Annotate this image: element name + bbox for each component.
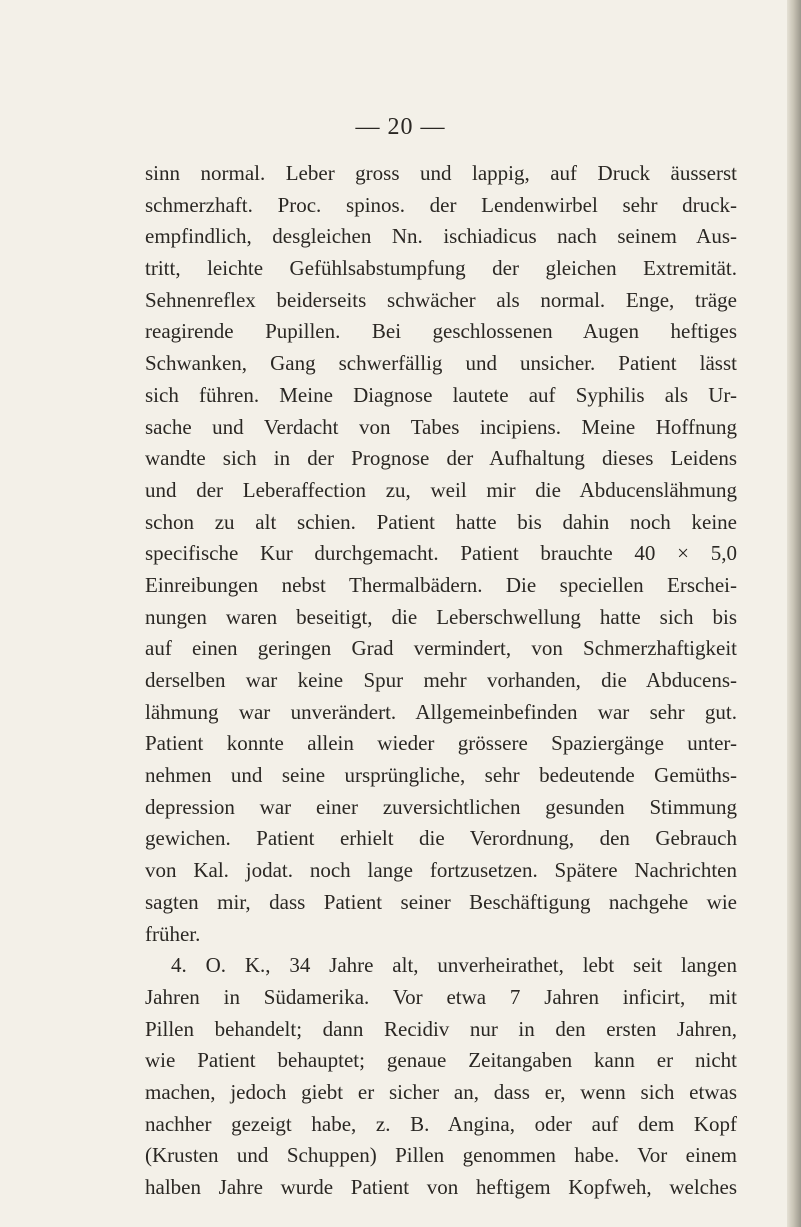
- text-line: (Krusten und Schuppen) Pillen genommen habe. Vor einem: [145, 1143, 737, 1168]
- text-line: Jahren in Südamerika. Vor etwa 7 Jahren inficirt, mit: [145, 984, 737, 1009]
- text-line: reagirende Pupillen. Bei geschlossenen Augen heftiges: [145, 319, 737, 344]
- text-line: schon zu alt schien. Patient hatte bis dahin noch keine: [145, 509, 737, 534]
- text-line: lähmung war unverändert. Allgemeinbefinden war sehr gut.: [145, 699, 737, 724]
- text-line: nehmen und seine ursprüngliche, sehr bedeutende Gemüths-: [145, 763, 737, 788]
- text-line: sinn normal. Leber gross und lappig, auf Druck äusserst: [145, 161, 737, 185]
- text-line: Sehnenreflex beiderseits schwächer als normal. Enge, träge: [145, 287, 737, 312]
- text-line: depression war einer zuversichtlichen gesunden Stimmung: [145, 794, 737, 819]
- text-line: schmerzhaft. Proc. spinos. der Lendenwirbel sehr druck-: [145, 192, 737, 217]
- page-number: — 20 —: [355, 114, 446, 140]
- text-line: machen, jedoch giebt er sicher an, dass er, wenn sich etwas: [145, 1079, 737, 1104]
- text-line: sache und Verdacht von Tabes incipiens. Meine Hoffnung: [145, 414, 737, 439]
- text-line: Pillen behandelt; dann Recidiv nur in den ersten Jahren,: [145, 1016, 737, 1041]
- body-text: [145, 158, 737, 1204]
- text-line: von Kal. jodat. noch lange fortzusetzen. Spätere Nachrichten: [145, 858, 737, 883]
- text-line: und der Leberaffection zu, weil mir die Abducenslähmung: [145, 477, 737, 502]
- text-line: tritt, leichte Gefühlsabstumpfung der gleichen Extremität.: [145, 256, 737, 281]
- text-line: nachher gezeigt habe, z. B. Angina, oder auf dem Kopf: [145, 1111, 737, 1136]
- text-line: wandte sich in der Prognose der Aufhaltung dieses Leidens: [145, 446, 737, 471]
- text-line: sagten mir, dass Patient seiner Beschäftigung nachgehe wie: [145, 889, 737, 914]
- page-edge: [787, 0, 801, 1227]
- paragraph-end-line: früher.: [145, 921, 201, 946]
- text-line: Schwanken, Gang schwerfällig und unsicher. Patient lässt: [145, 351, 737, 376]
- text-line: halben Jahre wurde Patient von heftigem Kopfweh, welches: [145, 1175, 737, 1199]
- text-line: empfindlich, desgleichen Nn. ischiadicus nach seinem Aus-: [145, 224, 737, 249]
- text-line: derselben war keine Spur mehr vorhanden, die Abducens-: [145, 668, 737, 692]
- text-line: Einreibungen nebst Thermalbädern. Die speciellen Erschei-: [145, 572, 737, 597]
- text-line: specifische Kur durchgemacht. Patient brauchte 40 × 5,0: [145, 541, 737, 566]
- text-line: gewichen. Patient erhielt die Verordnung, den Gebrauch: [145, 826, 737, 851]
- text-line: nungen waren beseitigt, die Leberschwellung hatte sich bis: [145, 604, 737, 629]
- text-line: wie Patient behauptet; genaue Zeitangaben kann er nicht: [145, 1048, 737, 1073]
- text-line: Patient konnte allein wieder grössere Spaziergänge unter-: [145, 731, 737, 756]
- text-line: auf einen geringen Grad vermindert, von Schmerzhaftigkeit: [145, 636, 737, 661]
- case-heading-line: 4. O. K., 34 Jahre alt, unverheirathet, lebt seit langen: [171, 953, 737, 978]
- text-line: sich führen. Meine Diagnose lautete auf Syphilis als Ur-: [145, 382, 737, 407]
